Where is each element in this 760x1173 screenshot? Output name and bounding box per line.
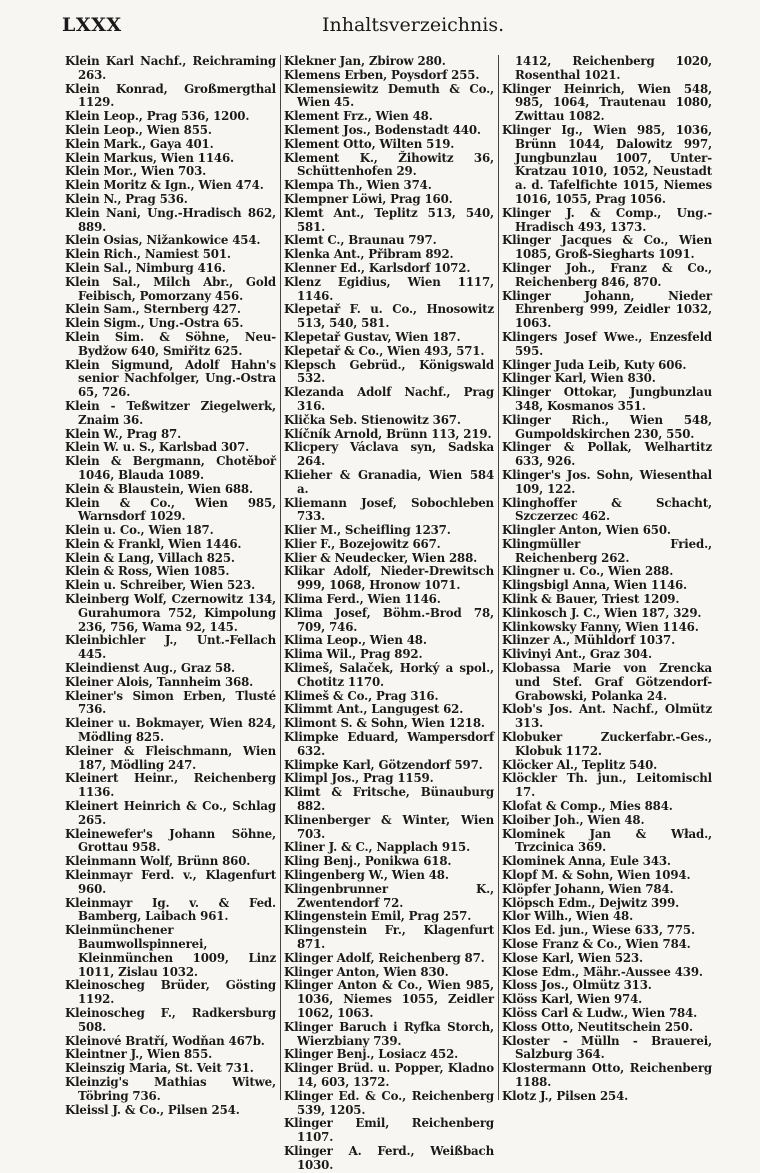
index-entry: Klinger Brüd. u. Popper, Kladno 14, 603, 1372. (284, 1061, 494, 1089)
index-entry: Kloster - Mülln - Brauerei, Salzburg 364. (502, 1033, 712, 1062)
index-entry: Klöpsch Edm., Dejwitz 399. (502, 895, 680, 910)
index-entry: Klingler Anton, Wien 650. (502, 523, 671, 538)
index-entry: Klein Sigmund, Adolf Hahn's senior Nachfolger, Ung.-Ostra 65, 726. (65, 357, 276, 400)
index-column-1 (62, 54, 280, 1117)
index-entry: Klinger Jacques & Co., Wien 1085, Groß-Siegharts 1091. (502, 233, 712, 262)
page-title: Inhaltsverzeichnis. (322, 14, 505, 36)
index-entry: Kleinberg Wolf, Czernowitz 134, Gurahumora 752, Kimpolung 236, 756, Wama 92, 145. (65, 592, 276, 634)
index-entry: Klein W. u. S., Karlsbad 307. (65, 440, 250, 455)
index-entry: Klein & Bergmann, Chotěboř 1046, Blauda 1089. (65, 454, 276, 482)
index-entry: Klinger Anton, Wien 830. (284, 964, 449, 979)
index-entry: Klier & Neudecker, Wien 288. (284, 550, 478, 565)
index-entry: Klinger Juda Leib, Kuty 606. (502, 357, 687, 372)
index-entry: Klemensiewitz Demuth & Co., Wien 45. (284, 81, 494, 110)
index-entry: Klinkosch J. C., Wien 187, 329. (502, 605, 702, 620)
index-entry: Klein & Co., Wien 985, Warnsdorf 1029. (65, 495, 276, 524)
index-entry: Kleinert Heinrich & Co., Schlag 265. (65, 799, 276, 827)
index-entry: Klima Leop., Wien 48. (284, 633, 427, 648)
index-entry: Klimmt Ant., Langugest 62. (284, 702, 464, 717)
index-entry: Klepetař Gustav, Wien 187. (284, 329, 461, 344)
index-entry: Klepsch Gebrüd., Königswald 532. (284, 357, 494, 386)
index-entry: Klostermann Otto, Reichenberg 1188. (502, 1061, 712, 1089)
index-entry: Klein & Lang, Villach 825. (65, 550, 235, 565)
index-entry: Klopf M. & Sohn, Wien 1094. (502, 868, 691, 883)
index-entry: Klier F., Bozejowitz 667. (284, 536, 441, 551)
index-entry: Klein Leop., Prag 536, 1200. (65, 109, 250, 124)
index-entry: Kloiber Joh., Wien 48. (502, 812, 645, 827)
index-entry: Klinkowsky Fanny, Wien 1146. (502, 619, 699, 634)
index-entry: Klein Osias, Nižankowice 454. (65, 233, 261, 248)
index-entry: Kleinmann Wolf, Brünn 860. (65, 854, 251, 869)
index-entry: Klinzer A., Mühldorf 1037. (502, 633, 676, 648)
page-header (62, 10, 720, 40)
index-entry: Klominek Jan & Wład., Trzcinica 369. (502, 826, 712, 855)
index-entry: Klier M., Scheifling 1237. (284, 523, 451, 538)
page-number: LXXX (62, 14, 122, 36)
index-entry: Klein Sam., Sternberg 427. (65, 302, 241, 317)
index-entry: Klingner u. Co., Wien 288. (502, 564, 674, 579)
index-entry: Kleindienst Aug., Graz 58. (65, 661, 235, 676)
index-entry: Klempa Th., Wien 374. (284, 178, 432, 193)
index-entry: Klima Wil., Prag 892. (284, 647, 423, 662)
index-entry: Klein Mor., Wien 703. (65, 164, 207, 179)
index-entry: Kloss Otto, Neutitschein 250. (502, 1019, 693, 1034)
index-entry: Kleintner J., Wien 855. (65, 1047, 213, 1062)
index-entry: Klöss Karl, Wien 974. (502, 992, 643, 1007)
index-entry: Klicpery Václava syn, Sadska 264. (284, 440, 494, 469)
index-entry: Klimeš & Co., Prag 316. (284, 688, 439, 703)
index-entry: Klemt Ant., Teplitz 513, 540, 581. (284, 205, 494, 234)
index-entry: Klimpke Karl, Götzendorf 597. (284, 757, 483, 772)
index-entry: Klöckler Th. jun., Leitomischl 17. (502, 771, 712, 800)
index-entry: Klement Otto, Wilten 519. (284, 136, 455, 151)
index-entry: Klein N., Prag 536. (65, 191, 188, 206)
index-entry: Klinger Baruch i Ryfka Storch, Wierzbiany 739. (284, 1019, 494, 1048)
index-entry: Klimpl Jos., Prag 1159. (284, 771, 434, 786)
index-entry: Klima Josef, Böhm.-Brod 78, 709, 746. (284, 605, 494, 634)
index-entry: Klein Markus, Wien 1146. (65, 150, 234, 165)
index-entry: Kling Benj., Ponikwa 618. (284, 854, 452, 869)
index-entry: Klimeš, Salaček, Horký a spol., Chotitz 1170. (284, 661, 494, 689)
index-entry: Klein Nani, Ung.-Hradisch 862, 889. (65, 205, 276, 234)
index-entry: Klimpke Eduard, Wampersdorf 632. (284, 730, 494, 758)
index-entry: Kleiner & Fleischmann, Wien 187, Mödling 247. (65, 743, 276, 772)
index-entry: Klöcker Al., Teplitz 540. (502, 757, 658, 772)
index-entry: Klominek Anna, Eule 343. (502, 854, 671, 869)
index-entry: Klein W., Prag 87. (65, 426, 182, 441)
index-entry: Kleissl J. & Co., Pilsen 254. (65, 1102, 240, 1117)
index-entry: Klement K., Žihowitz 36, Schüttenhofen 29. (284, 150, 494, 179)
index-entry: Kliner J. & C., Napplach 915. (284, 840, 471, 855)
index-entry: Klenz Egidius, Wien 1117, 1146. (284, 274, 494, 303)
index-entry: Klose Franz & Co., Wien 784. (502, 937, 691, 951)
index-entry: Klemt C., Braunau 797. (284, 233, 437, 248)
index-entry: Kliemann Josef, Sobochleben 733. (284, 495, 494, 524)
index-entry: Kleinmayr Ferd. v., Klagenfurt 960. (65, 868, 276, 896)
index-entry: Klos Ed. jun., Wiese 633, 775. (502, 923, 695, 938)
index-entry: Klepetař & Co., Wien 493, 571. (284, 343, 485, 358)
index-entry: Klinger Anton & Co., Wien 985, 1036, Niemes 1055, Zeidler 1062, 1063. (284, 978, 494, 1020)
index-entry: Klemens Erben, Poysdorf 255. (284, 67, 480, 82)
index-entry: Klein Sal., Milch Abr., Gold Feibisch, Pomorzany 456. (65, 274, 276, 303)
index-entry: Klein & Ross, Wien 1085. (65, 564, 230, 579)
index-entry: Klinger Heinrich, Wien 548, 985, 1064, Trautenau 1080, Zwittau 1082. (502, 81, 712, 124)
index-entry: Klor Wilh., Wien 48. (502, 909, 634, 924)
index-entry: Klinger Ed. & Co., Reichenberg 539, 1205. (284, 1088, 494, 1117)
index-entry: Kleinert Heinr., Reichenberg 1136. (65, 771, 276, 800)
index-entry: Klinger Joh., Franz & Co., Reichenberg 846, 870. (502, 260, 712, 289)
index-entry: Klinger Rich., Wien 548, Gumpoldskirchen 230, 550. (502, 412, 712, 441)
index-entry: Kleiner Alois, Tannheim 368. (65, 674, 254, 689)
index-entry: Klöpfer Johann, Wien 784. (502, 881, 674, 896)
index-entry: Kleinbichler J., Unt.-Fellach 445. (65, 633, 276, 662)
index-entry: Klezanda Adolf Nachf., Prag 316. (284, 385, 494, 413)
index-entry: Klinghoffer & Schacht, Szczerzec 462. (502, 495, 712, 524)
index-entry: Klein & Frankl, Wien 1446. (65, 536, 242, 551)
index-entry: Klimt & Fritsche, Bünauburg 882. (284, 785, 494, 814)
index-entry: Klob's Jos. Ant. Nachf., Olmütz 313. (502, 702, 712, 731)
index-entry: Klose Karl, Wien 523. (502, 950, 643, 965)
index-entry: Kleinewefer's Johann Söhne, Grottau 958. (65, 826, 276, 855)
index-entry: Klotz J., Pilsen 254. (502, 1088, 629, 1103)
index-entry: Klein Sal., Nimburg 416. (65, 260, 226, 275)
index-entry: Klivinyi Ant., Graz 304. (502, 647, 652, 662)
index-entry: Klein Sim. & Söhne, Neu-Bydžow 640, Smiřitz 625. (65, 329, 276, 358)
index-entry: Kleinzig's Mathias Witwe, Töbring 736. (65, 1074, 276, 1103)
index-entry: Kloss Jos., Olmütz 313. (502, 978, 652, 993)
index-entry: Klieher & Granadia, Wien 584 a. (284, 467, 494, 496)
index-entry: Klička Seb. Stienowitz 367. (284, 412, 461, 427)
index-entry: Klein Sigm., Ung.-Ostra 65. (65, 316, 244, 331)
index-entry: Klein u. Schreiber, Wien 523. (65, 578, 256, 593)
index-entry: Klinger A. Ferd., Weißbach 1030. (284, 1143, 494, 1172)
index-entry: Klíčník Arnold, Brünn 113, 219. (284, 426, 492, 441)
index-entry: Klein Rich., Namiest 501. (65, 247, 231, 262)
index-entry: Kleinoscheg Brüder, Gösting 1192. (65, 978, 276, 1007)
index-entry: Klinger's Jos. Sohn, Wiesenthal 109, 122. (502, 467, 712, 496)
index-entry: Klingenberg W., Wien 48. (284, 868, 449, 883)
index-entry: Klingenstein Emil, Prag 257. (284, 909, 472, 924)
index-entry: Kleiner u. Bokmayer, Wien 824, Mödling 825. (65, 716, 276, 745)
index-entry: Klofat & Comp., Mies 884. (502, 799, 673, 814)
index-entry: Klinger Johann, Nieder Ehrenberg 999, Zeidler 1032, 1063. (502, 288, 712, 331)
index-entry: Klenner Ed., Karlsdorf 1072. (284, 260, 471, 275)
index-entry: Klein Karl Nachf., Reichraming 263. (65, 54, 276, 82)
index-entry: Klinenberger & Winter, Wien 703. (284, 812, 494, 841)
index-columns (62, 54, 722, 1172)
index-column-3 (498, 54, 716, 1103)
index-entry: Klink & Bauer, Triest 1209. (502, 592, 680, 607)
index-entry: Klingmüller Fried., Reichenberg 262. (502, 536, 712, 565)
index-entry: Klement Frz., Wien 48. (284, 109, 433, 124)
index-entry: Klingsbigl Anna, Wien 1146. (502, 578, 688, 593)
index-entry: Klinger Adolf, Reichenberg 87. (284, 950, 485, 965)
index-entry: Klingers Josef Wwe., Enzesfeld 595. (502, 329, 712, 358)
index-entry: Klingenstein Fr., Klagenfurt 871. (284, 923, 494, 951)
index-entry: Klement Jos., Bodenstadt 440. (284, 122, 481, 137)
index-entry: Klimont S. & Sohn, Wien 1218. (284, 716, 485, 731)
index-entry: Klein Mark., Gaya 401. (65, 136, 214, 151)
index-entry: Klinger Karl, Wien 830. (502, 371, 656, 386)
index-entry: Kleinmayr Ig. v. & Fed. Bamberg, Laibach 961. (65, 895, 276, 924)
index-entry: Klinger Emil, Reichenberg 1107. (284, 1116, 494, 1145)
index-entry: Kleinmünchener Baumwollspinnerei, Kleinmünchen 1009, Linz 1011, Zislau 1032. (65, 923, 276, 979)
index-entry: Klobassa Marie von Zrencka und Stef. Graf Götzendorf-Grabowski, Polanka 24. (502, 661, 712, 703)
index-entry: Kleinové Bratří, Wodňan 467b. (65, 1033, 265, 1048)
index-entry: Klinger Benj., Losiacz 452. (284, 1047, 459, 1062)
index-column-2 (280, 54, 498, 1172)
index-entry: 1412, Reichenberg 1020, Rosenthal 1021. (515, 54, 712, 82)
index-entry: Klingenbrunner K., Zwentendorf 72. (284, 881, 494, 910)
index-entry: Klobuker Zuckerfabr.-Ges., Klobuk 1172. (502, 730, 712, 758)
index-entry: Klenka Ant., Přibram 892. (284, 247, 454, 262)
index-entry: Klinger J. & Comp., Ung.-Hradisch 493, 1373. (502, 205, 712, 234)
index-entry: Klein Leop., Wien 855. (65, 122, 212, 137)
index-entry: Klose Edm., Mähr.-Aussee 439. (502, 964, 703, 979)
index-entry: Klein - Teßwitzer Ziegelwerk, Znaim 36. (65, 398, 276, 427)
index-entry: Klöss Carl & Ludw., Wien 784. (502, 1005, 698, 1020)
index-entry: Klinger Ottokar, Jungbunzlau 348, Kosmanos 351. (502, 385, 712, 413)
index-entry: Kleiner's Simon Erben, Tlusté 736. (65, 688, 276, 717)
index-entry: Kleinoscheg F., Radkersburg 508. (65, 1005, 276, 1034)
index-entry: Klempner Löwi, Prag 160. (284, 191, 453, 206)
index-entry: Klekner Jan, Zbirow 280. (284, 54, 446, 68)
index-entry: Klein u. Co., Wien 187. (65, 523, 214, 538)
index-entry: Klepetař F. u. Co., Hnosowitz 513, 540, 581. (284, 302, 494, 331)
index-entry: Klima Ferd., Wien 1146. (284, 592, 441, 607)
index-entry: Klein & Blaustein, Wien 688. (65, 481, 253, 496)
index-entry: Kleinszig Maria, St. Veit 731. (65, 1061, 254, 1076)
index-entry: Klinger & Pollak, Welhartitz 633, 926. (502, 440, 712, 469)
index-entry: Klikar Adolf, Nieder-Drewitsch 999, 1068, Hronow 1071. (284, 564, 494, 593)
index-entry: Klein Moritz & Ign., Wien 474. (65, 178, 264, 193)
index-entry: Klein Konrad, Großmergthal 1129. (65, 81, 276, 110)
index-entry: Klinger Ig., Wien 985, 1036, Brünn 1044, Dalowitz 997, Jungbunzlau 1007, Unter-Kratzau 1010, 1052, Neustadt a. d. Tafelfichte 1015, Niemes 1016, 1055, Prag 1056. (502, 122, 712, 206)
